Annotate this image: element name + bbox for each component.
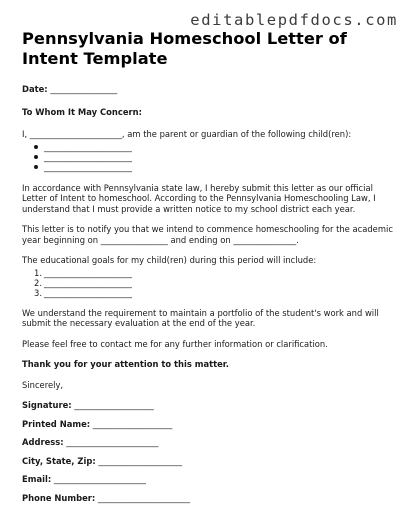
city-state-zip-line <box>22 456 394 467</box>
printed-name-label: Printed Name: <box>22 418 91 429</box>
child-name-field[interactable]: _____________________ <box>44 161 132 172</box>
guardian-name-field[interactable]: ______________________ <box>29 129 122 139</box>
date-line <box>22 84 394 95</box>
address-label: Address: <box>22 437 64 447</box>
bullet-icon <box>34 165 38 169</box>
closing-line: Sincerely, <box>22 379 64 390</box>
notify-paragraph: This letter is to notify you that we intend to commence homeschooling for the academic year beginning on ________________ and ending on _______________. <box>22 224 393 245</box>
email-label: Email: <box>22 474 52 484</box>
date-field[interactable]: ________________ <box>50 84 118 94</box>
intro-line <box>22 129 394 140</box>
goal-number: 3. <box>34 287 42 298</box>
date-label: Date: <box>22 84 48 94</box>
city-state-zip-label: City, State, Zip: <box>22 455 96 466</box>
goal-item <box>22 268 394 278</box>
goal-number: 1. <box>34 267 42 278</box>
signature-label: Signature: <box>22 400 72 410</box>
portfolio-paragraph: We understand the requirement to maintain a portfolio of the student's work and will submit the necessary evaluation at the end of the year. <box>22 307 379 328</box>
city-state-zip-field[interactable]: ____________________ <box>95 455 183 466</box>
salutation: To Whom It May Concern: <box>22 106 142 117</box>
email-field[interactable]: ______________________ <box>51 474 146 484</box>
goal-field[interactable]: _____________________ <box>44 277 132 288</box>
goal-item <box>22 278 394 288</box>
address-line <box>22 437 394 448</box>
goals-list <box>22 268 394 298</box>
child-item <box>22 142 394 152</box>
address-field[interactable]: ______________________ <box>63 437 159 447</box>
printed-name-line <box>22 419 394 430</box>
bullet-icon <box>34 155 38 159</box>
intro-suffix: , am the parent or guardian of the following child(ren): <box>121 129 352 139</box>
children-list <box>22 142 394 172</box>
bullet-icon <box>34 145 38 149</box>
printed-name-field[interactable]: ___________________ <box>90 418 173 429</box>
letter-document <box>22 29 394 503</box>
goal-item <box>22 288 394 298</box>
child-name-field[interactable]: _____________________ <box>44 141 132 152</box>
signature-line <box>22 400 394 411</box>
phone-line <box>22 493 394 504</box>
phone-field[interactable]: ______________________ <box>95 492 191 503</box>
goal-field[interactable]: _____________________ <box>44 287 132 298</box>
goals-intro: The educational goals for my child(ren) during this period will include: <box>22 255 317 265</box>
email-line <box>22 474 394 485</box>
intro-prefix: I, <box>22 129 30 139</box>
goal-field[interactable]: _____________________ <box>44 267 132 278</box>
thanks-line: Thank you for your attention to this matter. <box>22 359 229 369</box>
goal-number: 2. <box>34 277 42 288</box>
document-title: Pennsylvania Homeschool Letter of Intent Template <box>22 29 347 68</box>
site-brand: editablepdfdocs.com <box>190 11 398 29</box>
child-name-field[interactable]: _____________________ <box>44 151 132 162</box>
contact-paragraph: Please feel free to contact me for any further information or clarification. <box>22 338 328 349</box>
accordance-paragraph: In accordance with Pennsylvania state law, I hereby submit this letter as our official Letter of Intent to homeschool. According to the Pennsylvania Homeschooling Law, I understand that I must provide a written notice to my school district each year. <box>22 182 376 214</box>
child-item <box>22 162 394 172</box>
phone-label: Phone Number: <box>22 492 96 503</box>
child-item <box>22 152 394 162</box>
signature-field[interactable]: ___________________ <box>71 400 154 410</box>
